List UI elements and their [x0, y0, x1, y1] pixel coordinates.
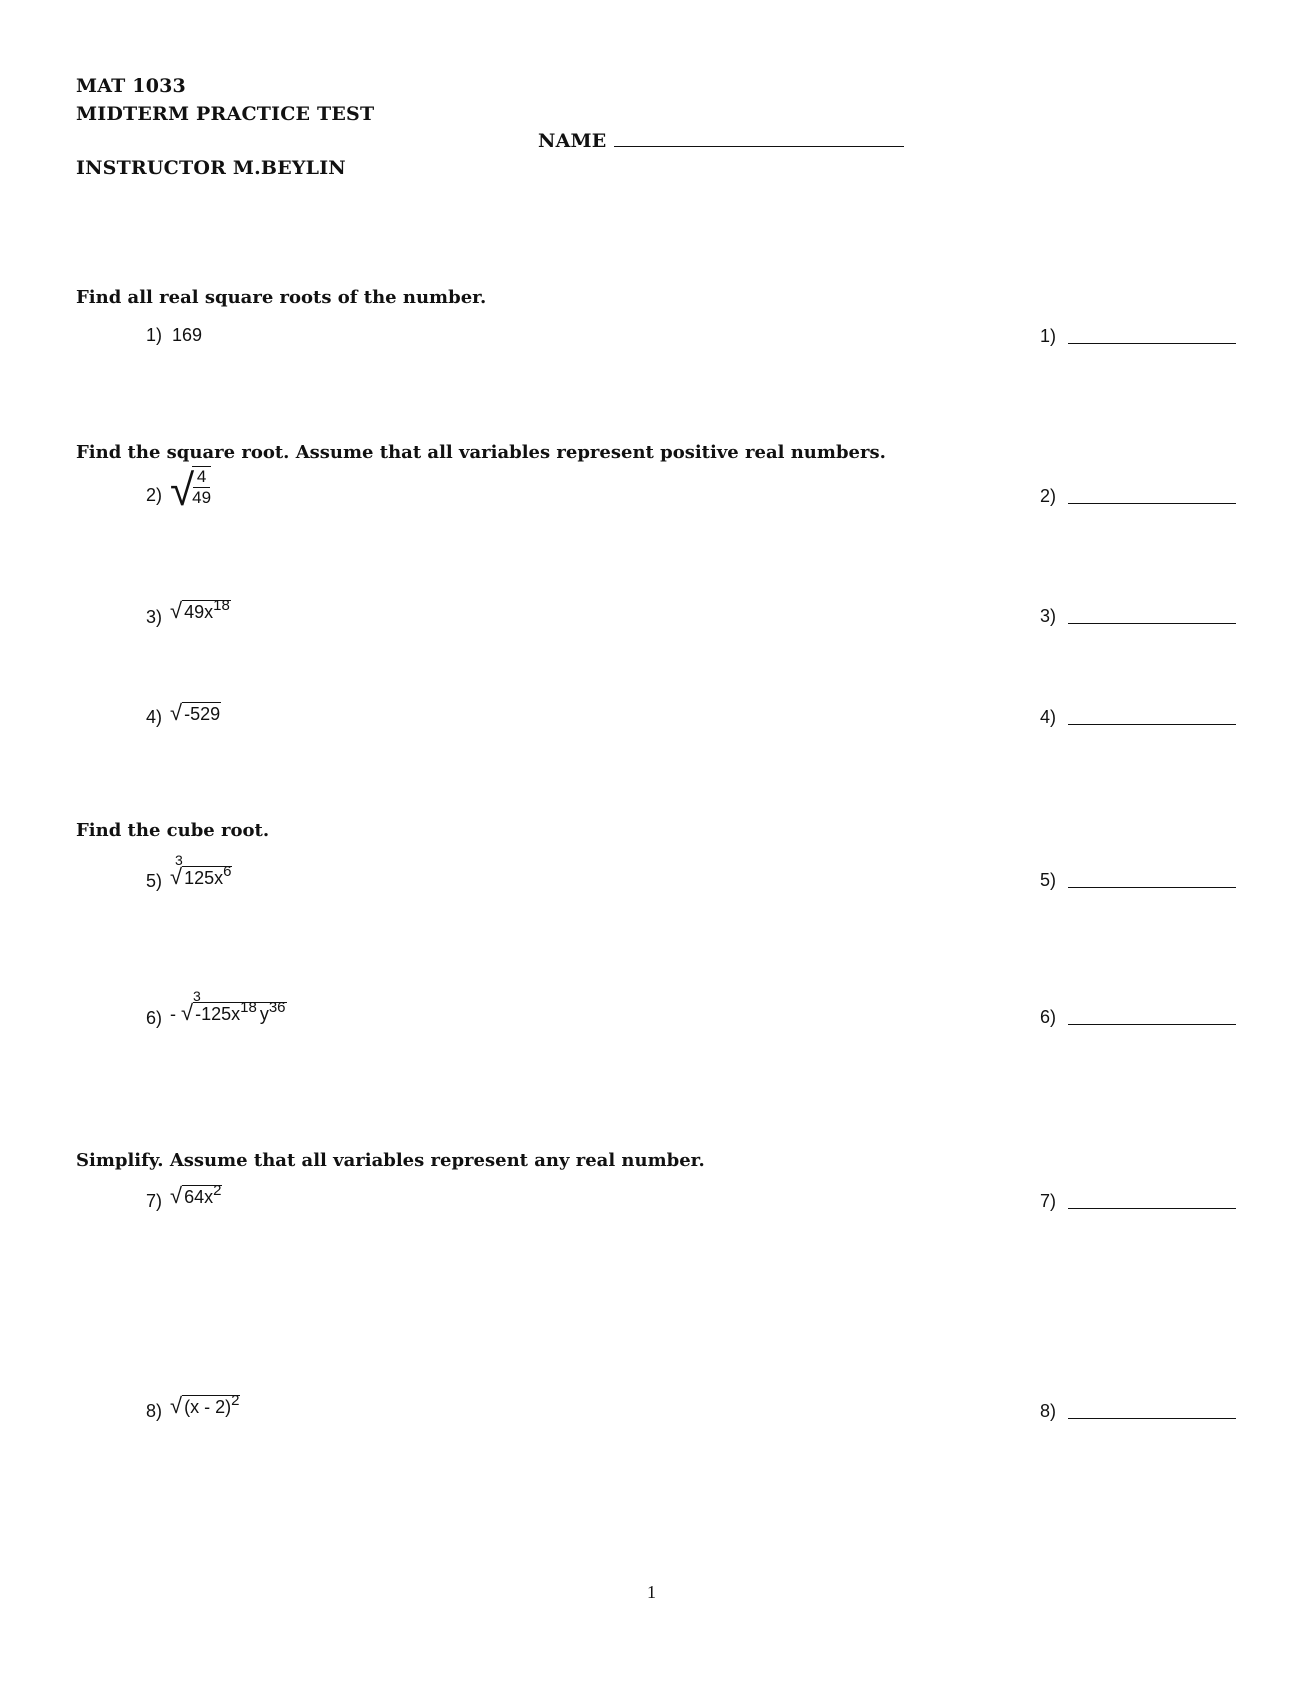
question-expression [170, 702, 221, 725]
question-number: 7) [146, 1191, 163, 1211]
radicand [193, 999, 286, 1025]
radicand [182, 1182, 222, 1208]
answer-label: 1) [1040, 326, 1057, 346]
exponent: 6 [223, 863, 232, 880]
radicand: -529 [184, 704, 221, 724]
exponent: 18 [240, 999, 257, 1016]
answer-label: 6) [1040, 1007, 1057, 1027]
answer-label: 4) [1040, 707, 1057, 727]
answer-label: 8) [1040, 1401, 1057, 1421]
answer-field[interactable] [1068, 724, 1236, 725]
exponent: 2 [231, 1392, 240, 1409]
radicand [182, 863, 232, 889]
answer-field[interactable] [1068, 503, 1236, 504]
numerator: 4 [193, 467, 210, 488]
radical-icon: √ [170, 466, 195, 515]
question-number: 5) [146, 871, 163, 891]
radicand-base: 49x [184, 602, 214, 622]
root-index: 3 [193, 988, 201, 1004]
question-expression [170, 1182, 222, 1208]
section-title: Find the cube root. [76, 820, 270, 841]
radical-icon: √ [170, 1183, 183, 1208]
question-number: 4) [146, 707, 163, 727]
answer-field[interactable] [1068, 623, 1236, 624]
section-title: Find all real square roots of the number. [76, 287, 487, 308]
course-code: MAT 1033 [76, 75, 186, 97]
answer-label: 3) [1040, 606, 1057, 626]
denominator: 49 [192, 488, 212, 507]
question-expression [170, 466, 211, 516]
question-number: 2) [146, 485, 163, 505]
exponent: 2 [213, 1182, 222, 1199]
answer-field[interactable] [1068, 887, 1236, 888]
radical-icon: √ [170, 700, 183, 725]
exponent: 18 [213, 597, 230, 614]
test-title: MIDTERM PRACTICE TEST [76, 103, 375, 125]
name-label: NAME [538, 130, 607, 152]
name-field[interactable] [614, 146, 904, 147]
question-expression [170, 852, 232, 889]
fraction [192, 466, 211, 508]
radicand-base: 125x [184, 868, 224, 888]
radicand-base: (x - 2) [184, 1397, 232, 1417]
question-expression [170, 988, 287, 1025]
question-number: 3) [146, 607, 163, 627]
answer-label: 7) [1040, 1191, 1057, 1211]
answer-field[interactable] [1068, 1024, 1236, 1025]
exponent: 36 [268, 999, 286, 1016]
question-expression [170, 1392, 240, 1418]
radical-icon: √ [181, 1000, 194, 1025]
section-title: Find the square root. Assume that all variables represent positive real numbers. [76, 442, 886, 463]
instructor-name: INSTRUCTOR M.BEYLIN [76, 157, 346, 179]
question-number: 1) [146, 325, 163, 345]
question-number: 6) [146, 1008, 163, 1028]
radical-icon: √ [170, 1393, 183, 1418]
question-expression [170, 597, 231, 623]
radical-icon: √ [170, 864, 183, 889]
radicand-base: 64x [184, 1187, 214, 1207]
answer-label: 5) [1040, 870, 1057, 890]
radicand [182, 597, 231, 623]
radicand-base: -125x [195, 1004, 241, 1024]
radicand [182, 1392, 240, 1418]
question-expression: 169 [172, 325, 203, 345]
root-index: 3 [175, 852, 183, 868]
negative-sign: - [170, 1004, 176, 1024]
radicand-base: y [259, 1004, 269, 1024]
radical-icon: √ [170, 598, 183, 623]
answer-field[interactable] [1068, 1208, 1236, 1209]
answer-field[interactable] [1068, 343, 1236, 344]
answer-field[interactable] [1068, 1418, 1236, 1419]
page-number: 1 [647, 1582, 656, 1602]
section-title: Simplify. Assume that all variables represent any real number. [76, 1150, 705, 1171]
question-number: 8) [146, 1401, 163, 1421]
answer-label: 2) [1040, 486, 1057, 506]
